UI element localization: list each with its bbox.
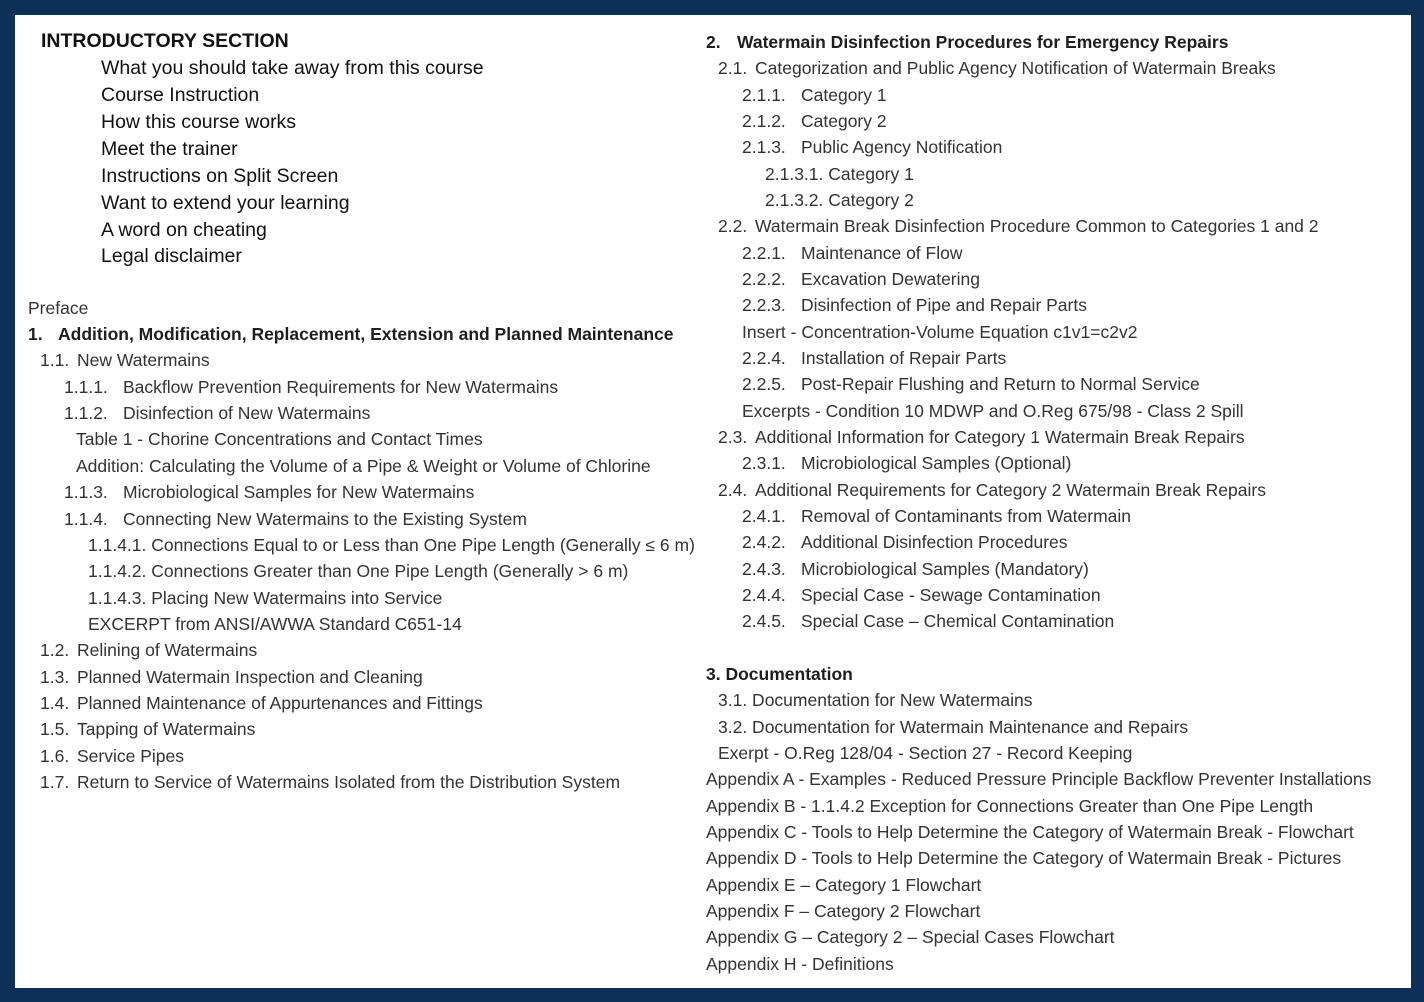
- toc-section-2-4[interactable]: [718, 479, 1266, 501]
- toc-title: Installation of Repair Parts: [801, 348, 1007, 368]
- toc-section-2-4-4[interactable]: [742, 584, 1101, 606]
- toc-title: Special Case – Chemical Contamination: [801, 611, 1115, 631]
- toc-section-2-1[interactable]: [718, 57, 1276, 79]
- toc-num: 1.1.3.: [64, 482, 108, 502]
- toc-addition[interactable]: Addition: Calculating the Volume of a Pipe & Weight or Volume of Chlorine: [76, 456, 651, 476]
- intro-item[interactable]: What you should take away from this course: [101, 57, 484, 79]
- toc-section-1-7[interactable]: [40, 771, 620, 793]
- toc-title: Microbiological Samples (Mandatory): [801, 559, 1089, 579]
- toc-num: 1.3.: [40, 667, 70, 687]
- toc-num: 2.2.1.: [742, 243, 786, 263]
- toc-section-1-1-2[interactable]: [64, 402, 370, 424]
- toc-section-2-2-4[interactable]: [742, 347, 1006, 369]
- toc-title: Connecting New Watermains to the Existing System: [123, 509, 527, 529]
- toc-section-2-2[interactable]: [718, 215, 1319, 237]
- toc-section-1-1-4[interactable]: [64, 508, 527, 530]
- toc-section-1-1-4-3[interactable]: 1.1.4.3. Placing New Watermains into Service: [88, 588, 443, 608]
- toc-num: 2.1.2.: [742, 111, 786, 131]
- toc-num: 1.5.: [40, 719, 70, 739]
- toc-num: 2.4.: [718, 480, 748, 500]
- intro-item[interactable]: Meet the trainer: [101, 138, 238, 160]
- toc-section-2-1-1[interactable]: [742, 84, 887, 106]
- toc-section-1-3[interactable]: [40, 666, 423, 688]
- toc-insert[interactable]: Insert - Concentration-Volume Equation c1v1=c2v2: [742, 322, 1138, 342]
- intro-item[interactable]: How this course works: [101, 111, 297, 133]
- toc-num: 1.4.: [40, 693, 70, 713]
- toc-num: 1.1.1.: [64, 377, 108, 397]
- toc-appendix-a[interactable]: Appendix A - Examples - Reduced Pressure Principle Backflow Preventer Installations: [706, 769, 1372, 789]
- toc-title: Disinfection of Pipe and Repair Parts: [801, 295, 1087, 315]
- toc-appendix-c[interactable]: Appendix C - Tools to Help Determine the Category of Watermain Break - Flowchart: [706, 822, 1354, 842]
- toc-title: Category 1: [801, 85, 887, 105]
- toc-section-2-2-3[interactable]: [742, 294, 1087, 316]
- toc-section-1[interactable]: [28, 323, 674, 345]
- toc-title: New Watermains: [77, 350, 210, 370]
- toc-title: Additional Information for Category 1 Watermain Break Repairs: [755, 427, 1245, 447]
- intro-item[interactable]: A word on cheating: [101, 219, 267, 241]
- toc-num: 1.2.: [40, 640, 70, 660]
- toc-title: Category 2: [801, 111, 887, 131]
- toc-title: Maintenance of Flow: [801, 243, 963, 263]
- toc-appendix-e[interactable]: Appendix E – Category 1 Flowchart: [706, 875, 982, 895]
- toc-title: Excavation Dewatering: [801, 269, 980, 289]
- toc-section-2-3[interactable]: [718, 426, 1245, 448]
- preface-link[interactable]: Preface: [28, 298, 89, 318]
- intro-heading: INTRODUCTORY SECTION: [41, 30, 289, 52]
- toc-section-1-1-1[interactable]: [64, 376, 558, 398]
- toc-title: Public Agency Notification: [801, 137, 1003, 157]
- toc-title: Addition, Modification, Replacement, Extension and Planned Maintenance: [58, 324, 674, 344]
- toc-num: 2.1.: [718, 58, 748, 78]
- toc-section-2[interactable]: [706, 31, 1228, 53]
- toc-title: Disinfection of New Watermains: [123, 403, 371, 423]
- toc-section-1-2[interactable]: [40, 639, 257, 661]
- toc-table-1[interactable]: Table 1 - Chorine Concentrations and Contact Times: [76, 429, 483, 449]
- toc-title: Microbiological Samples for New Watermains: [123, 482, 475, 502]
- toc-num: 2.1.3.: [742, 137, 786, 157]
- toc-title: Microbiological Samples (Optional): [801, 453, 1072, 473]
- toc-num: 2.4.3.: [742, 559, 786, 579]
- toc-num: 2.2.: [718, 216, 748, 236]
- toc-section-1-1-4-2[interactable]: 1.1.4.2. Connections Greater than One Pipe Length (Generally > 6 m): [88, 561, 629, 581]
- toc-section-2-2-1[interactable]: [742, 242, 962, 264]
- toc-title: Watermain Disinfection Procedures for Emergency Repairs: [737, 32, 1229, 52]
- toc-num: 2.3.: [718, 427, 748, 447]
- toc-num: 2.1.1.: [742, 85, 786, 105]
- toc-title: Service Pipes: [77, 746, 184, 766]
- toc-num: 1.7.: [40, 772, 70, 792]
- toc-num: 2.2.4.: [742, 348, 786, 368]
- intro-item[interactable]: Course Instruction: [101, 84, 260, 106]
- toc-title: Return to Service of Watermains Isolated from the Distribution System: [77, 772, 621, 792]
- toc-title: Post-Repair Flushing and Return to Normal Service: [801, 374, 1200, 394]
- toc-title: Watermain Break Disinfection Procedure Common to Categories 1 and 2: [755, 216, 1319, 236]
- toc-title: Planned Watermain Inspection and Cleaning: [77, 667, 423, 687]
- toc-section-2-4-5[interactable]: [742, 610, 1114, 632]
- toc-num: 1.1.2.: [64, 403, 108, 423]
- toc-section-2-4-3[interactable]: [742, 558, 1089, 580]
- toc-appendix-b[interactable]: Appendix B - 1.1.4.2 Exception for Connections Greater than One Pipe Length: [706, 796, 1314, 816]
- toc-section-3-2[interactable]: 3.2. Documentation for Watermain Maintenance and Repairs: [718, 717, 1189, 737]
- toc-section-1-1[interactable]: [40, 349, 210, 371]
- toc-num: 2.3.1.: [742, 453, 786, 473]
- toc-title: Backflow Prevention Requirements for New Watermains: [123, 377, 559, 397]
- toc-section-2-4-2[interactable]: [742, 531, 1068, 553]
- toc-num: 1.: [28, 324, 43, 344]
- toc-num: 2.4.1.: [742, 506, 786, 526]
- toc-title: Categorization and Public Agency Notification of Watermain Breaks: [755, 58, 1276, 78]
- toc-num: 2.4.2.: [742, 532, 786, 552]
- toc-num: 2.2.3.: [742, 295, 786, 315]
- toc-appendix-f[interactable]: Appendix F – Category 2 Flowchart: [706, 901, 981, 921]
- toc-section-3-1[interactable]: 3.1. Documentation for New Watermains: [718, 690, 1033, 710]
- toc-appendix-h[interactable]: Appendix H - Definitions: [706, 954, 894, 974]
- toc-section-1-1-4-1[interactable]: 1.1.4.1. Connections Equal to or Less than One Pipe Length (Generally ≤ 6 m): [88, 535, 695, 555]
- toc-title: Special Case - Sewage Contamination: [801, 585, 1101, 605]
- toc-title: Additional Requirements for Category 2 Watermain Break Repairs: [755, 480, 1266, 500]
- toc-title: Tapping of Watermains: [77, 719, 256, 739]
- toc-exerpt[interactable]: Exerpt - O.Reg 128/04 - Section 27 - Record Keeping: [718, 743, 1133, 763]
- toc-section-1-5[interactable]: [40, 718, 255, 740]
- toc-num: 1.1.4.: [64, 509, 108, 529]
- toc-section-2-1-3-2[interactable]: 2.1.3.2. Category 2: [765, 190, 914, 210]
- toc-section-1-1-3[interactable]: [64, 481, 474, 503]
- toc-excerpts[interactable]: Excerpts - Condition 10 MDWP and O.Reg 675/98 - Class 2 Spill: [742, 401, 1244, 421]
- toc-section-1-6[interactable]: [40, 745, 184, 767]
- toc-appendix-g[interactable]: Appendix G – Category 2 – Special Cases Flowchart: [706, 927, 1115, 947]
- toc-appendix-d[interactable]: Appendix D - Tools to Help Determine the Category of Watermain Break - Pictures: [706, 848, 1342, 868]
- toc-section-2-1-2[interactable]: [742, 110, 887, 132]
- toc-section-2-2-2[interactable]: [742, 268, 980, 290]
- toc-num: 1.1.: [40, 350, 70, 370]
- intro-item[interactable]: Legal disclaimer: [101, 245, 242, 267]
- intro-item[interactable]: Instructions on Split Screen: [101, 165, 339, 187]
- toc-section-2-1-3-1[interactable]: 2.1.3.1. Category 1: [765, 164, 914, 184]
- toc-section-2-3-1[interactable]: [742, 452, 1071, 474]
- toc-section-2-4-1[interactable]: [742, 505, 1131, 527]
- toc-section-3[interactable]: 3. Documentation: [706, 664, 853, 684]
- toc-section-2-2-5[interactable]: [742, 373, 1200, 395]
- toc-title: Planned Maintenance of Appurtenances and Fittings: [77, 693, 483, 713]
- toc-title: Removal of Contaminants from Watermain: [801, 506, 1132, 526]
- toc-title: Relining of Watermains: [77, 640, 258, 660]
- toc-num: 2.4.4.: [742, 585, 786, 605]
- intro-item[interactable]: Want to extend your learning: [101, 192, 350, 214]
- toc-section-2-1-3[interactable]: [742, 136, 1002, 158]
- toc-title: Additional Disinfection Procedures: [801, 532, 1068, 552]
- toc-num: 2.: [706, 32, 721, 52]
- toc-num: 2.2.5.: [742, 374, 786, 394]
- toc-panel: [15, 15, 1411, 988]
- toc-section-1-4[interactable]: [40, 692, 483, 714]
- toc-num: 2.2.2.: [742, 269, 786, 289]
- toc-num: 1.6.: [40, 746, 70, 766]
- toc-excerpt[interactable]: EXCERPT from ANSI/AWWA Standard C651-14: [88, 614, 462, 634]
- toc-num: 2.4.5.: [742, 611, 786, 631]
